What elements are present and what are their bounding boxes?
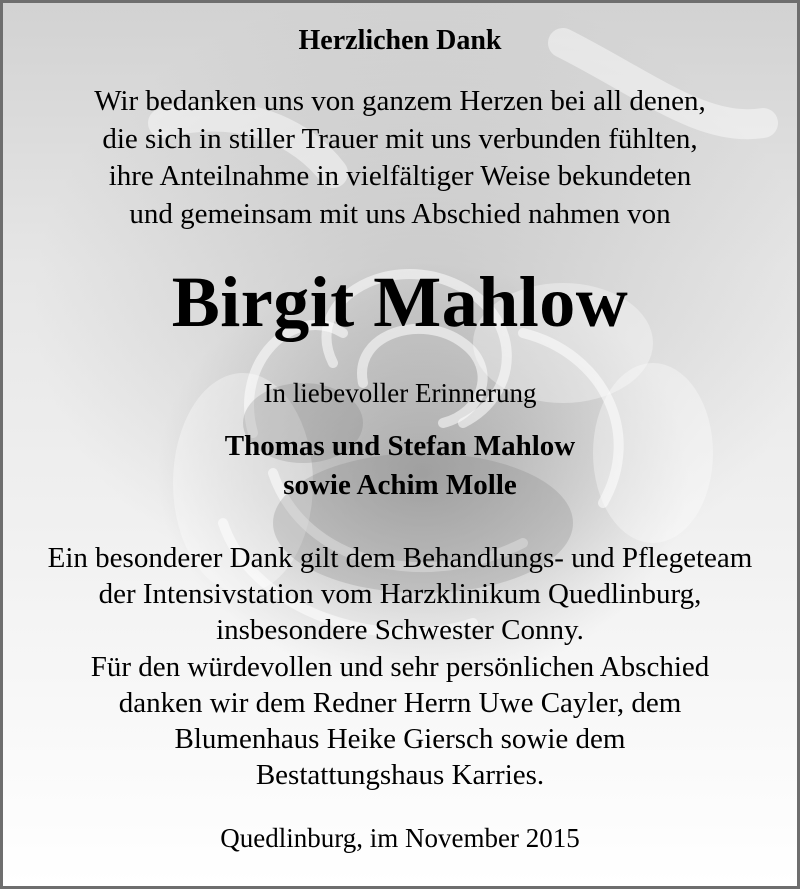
notice-heading: Herzlichen Dank (298, 25, 502, 56)
thanks-line: Bestattungshaus Karries. (255, 759, 545, 792)
family-line: Thomas und Stefan Mahlow (224, 430, 576, 462)
remembrance-line: In liebevoller Erinnerung (263, 378, 537, 408)
thanks-line: Ein besonderer Dank gilt dem Behandlungs- und Pflegeteam (47, 542, 753, 574)
place-date: Quedlinburg, im November 2015 (220, 823, 580, 853)
thanks-line: danken wir dem Redner Herrn Uwe Cayler, dem (118, 686, 682, 719)
thanks-line: Blumenhaus Heike Giersch sowie dem (174, 723, 626, 756)
thanks-line: der Intensivstation vom Harzklinikum Quedlinburg, (98, 578, 702, 611)
intro-line: ihre Anteilnahme in vielfältiger Weise bekundeten (108, 160, 692, 192)
thanks-paragraph (3, 540, 797, 793)
deceased-name: Birgit Mahlow (171, 262, 629, 342)
intro-line: Wir bedanken uns von ganzem Herzen bei all denen, (94, 85, 706, 117)
family-line: sowie Achim Molle (283, 469, 517, 501)
thanks-line: Für den würdevollen und sehr persönlichen Abschied (90, 650, 710, 683)
intro-line: und gemeinsam mit uns Abschied nahmen von (129, 197, 671, 230)
thanks-line: insbesondere Schwester Conny. (216, 614, 584, 647)
intro-line: die sich in stiller Trauer mit uns verbunden fühlten, (102, 122, 698, 155)
family-names (3, 427, 797, 505)
intro-paragraph (3, 83, 797, 233)
